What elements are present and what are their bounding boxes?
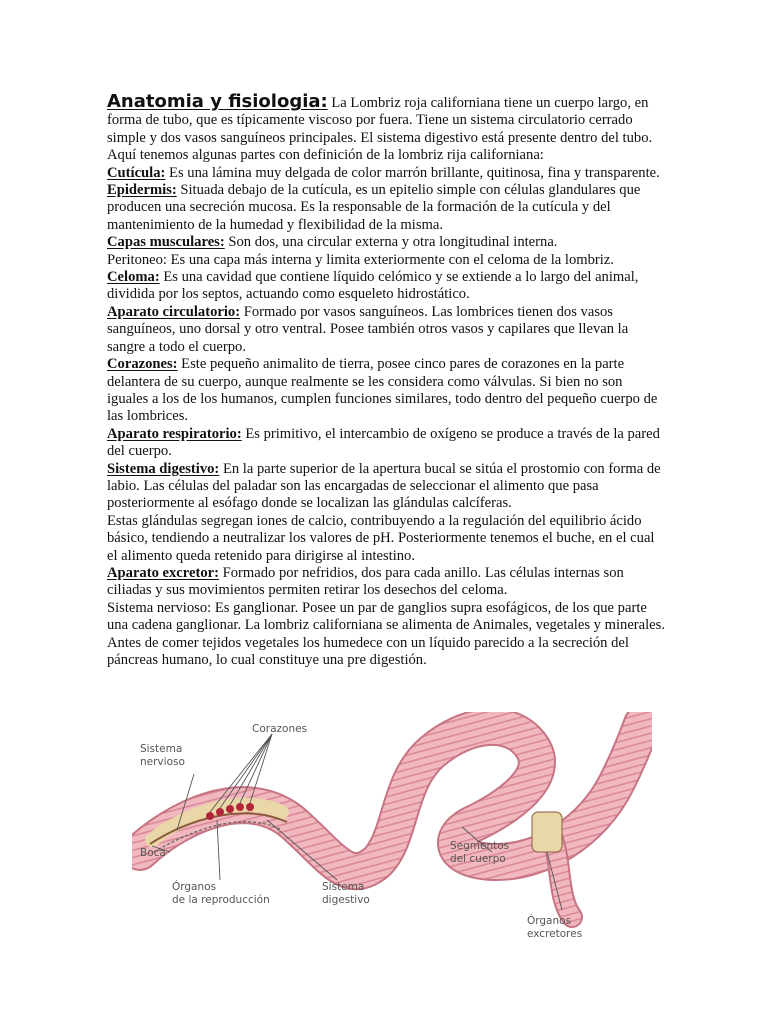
label-organos-reproduccion-2: de la reproducción bbox=[172, 894, 270, 906]
label-organos-excretores-1: Órganos bbox=[527, 915, 572, 927]
section-text: Formado por nefridios, dos para cada anillo. Las células internas son ciliadas y sus movimientos permiten retirar los desechos del celoma. bbox=[107, 564, 624, 599]
label-segmentos-2: del cuerpo bbox=[450, 853, 506, 865]
term-label: Corazones: bbox=[107, 356, 178, 373]
intro-text: La Lombriz roja californiana tiene un cuerpo largo, en forma de tubo, que es típicamente viscoso por fuera. Tiene un sistema circulatorio cerrado simple y dos vasos sanguíneos principales. El sistema digestivo está presente dentro del tubo. bbox=[107, 95, 653, 146]
section-text: En la parte superior de la apertura bucal se sitúa el prostomio con forma de labio. Las células del paladar son las encargadas de seleccionar el alimento que pasa posteriormente al esófago donde se localizan las glándulas calcíferas. bbox=[107, 460, 661, 512]
label-segmentos-1: Segmentos bbox=[450, 840, 510, 852]
earthworm-anatomy-figure bbox=[132, 712, 652, 952]
section-text: Sistema nervioso: Es ganglionar. Posee un par de ganglios supra esofágicos, de los que parte una cadena ganglionar. La lombriz californiana se alimenta de Animales, vegetales y minerales. Antes de comer tejidos vegetales los humedece con un líquido parecido a la secreción del páncreas humano, lo cual constituye una pre digestión. bbox=[107, 599, 665, 668]
label-sistema-digestivo-2: digestivo bbox=[322, 894, 370, 906]
document-body bbox=[107, 93, 667, 669]
section-text: Es una lámina muy delgada de color marrón brillante, quitinosa, fina y transparente. bbox=[165, 164, 660, 181]
label-organos-reproduccion-1: Órganos bbox=[172, 881, 217, 893]
section-text: Formado por vasos sanguíneos. Las lombrices tienen dos vasos sanguíneos, uno dorsal y otro ventral. Posee también otros vasos y capilares que llevan la sangre a todo el cuerpo. bbox=[107, 303, 629, 355]
label-sistema-nervioso-2: nervioso bbox=[140, 756, 185, 768]
label-organos-excretores-2: excretores bbox=[527, 928, 583, 940]
heart bbox=[236, 803, 244, 811]
heart bbox=[206, 812, 214, 820]
term-label: Sistema digestivo: bbox=[107, 460, 220, 477]
section-aparato-respiratorio bbox=[107, 426, 667, 461]
page-title: Anatomia y fisiologia: bbox=[107, 91, 328, 112]
section-text: Es una cavidad que contiene líquido celómico y se extiende a lo largo del animal, dividida por los septos, actuando como esqueleto hidrostático. bbox=[107, 269, 639, 303]
section-capas-musculares bbox=[107, 234, 667, 251]
heart bbox=[226, 805, 234, 813]
section-text: Es primitivo, el intercambio de oxígeno se produce a través de la pared del cuerpo. bbox=[107, 425, 660, 460]
intro2-paragraph: Aquí tenemos algunas partes con definición de la lombriz rija californiana: bbox=[107, 147, 544, 164]
section-glandulas bbox=[107, 513, 667, 565]
section-text: Peritoneo: Es una capa más interna y limita exteriormente con el celoma de la lombriz. bbox=[107, 251, 614, 268]
section-celoma bbox=[107, 269, 667, 304]
label-corazones: Corazones bbox=[252, 723, 308, 735]
term-label: Aparato excretor: bbox=[107, 564, 219, 581]
heart bbox=[216, 808, 224, 816]
section-sistema-digestivo bbox=[107, 461, 667, 513]
section-text: Este pequeño animalito de tierra, posee cinco pares de corazones en la parte delantera de su cuerpo, aunque realmente se les considera como válvulas. Si bien no son iguales a los de los humanos, cumplen funciones similares, todo dentro del pequeño cuerpo de las lombrices. bbox=[107, 356, 658, 425]
section-epidermis bbox=[107, 182, 667, 234]
term-label: Celoma: bbox=[107, 269, 160, 286]
section-text: Estas glándulas segregan iones de calcio, contribuyendo a la regulación del equilibrio ácido básico, tendiendo a neutralizar los valores de pH. Posteriormente tenemos el buche, en el cual el alimento queda retenido para dirigirse al intestino. bbox=[107, 512, 655, 564]
earthworm-illustration bbox=[132, 712, 652, 952]
label-sistema-nervioso-1: Sistema bbox=[140, 743, 183, 755]
term-label: Epidermis: bbox=[107, 182, 177, 199]
section-aparato-circulatorio bbox=[107, 304, 667, 356]
section-peritoneo bbox=[107, 252, 667, 269]
term-label: Aparato respiratorio: bbox=[107, 425, 242, 442]
intro-paragraph bbox=[107, 93, 667, 147]
section-cuticula bbox=[107, 165, 667, 182]
term-label: Capas musculares: bbox=[107, 234, 225, 251]
term-label: Aparato circulatorio: bbox=[107, 303, 241, 320]
section-sistema-nervioso bbox=[107, 600, 667, 670]
excretory-cutaway bbox=[532, 812, 562, 852]
section-corazones bbox=[107, 356, 667, 426]
label-sistema-digestivo-1: Sistema bbox=[322, 881, 365, 893]
term-label: Cutícula: bbox=[107, 164, 166, 181]
section-text: Son dos, una circular externa y otra longitudinal interna. bbox=[224, 234, 558, 251]
section-text: Situada debajo de la cutícula, es un epitelio simple con células glandulares que producen una secreción mucosa. Es la responsable de la formación de la cutícula y del mantenimiento de la humedad y flexibilidad de la misma. bbox=[107, 182, 641, 233]
heart bbox=[246, 803, 254, 811]
label-boca: Boca bbox=[140, 847, 166, 859]
section-aparato-excretor bbox=[107, 565, 667, 600]
